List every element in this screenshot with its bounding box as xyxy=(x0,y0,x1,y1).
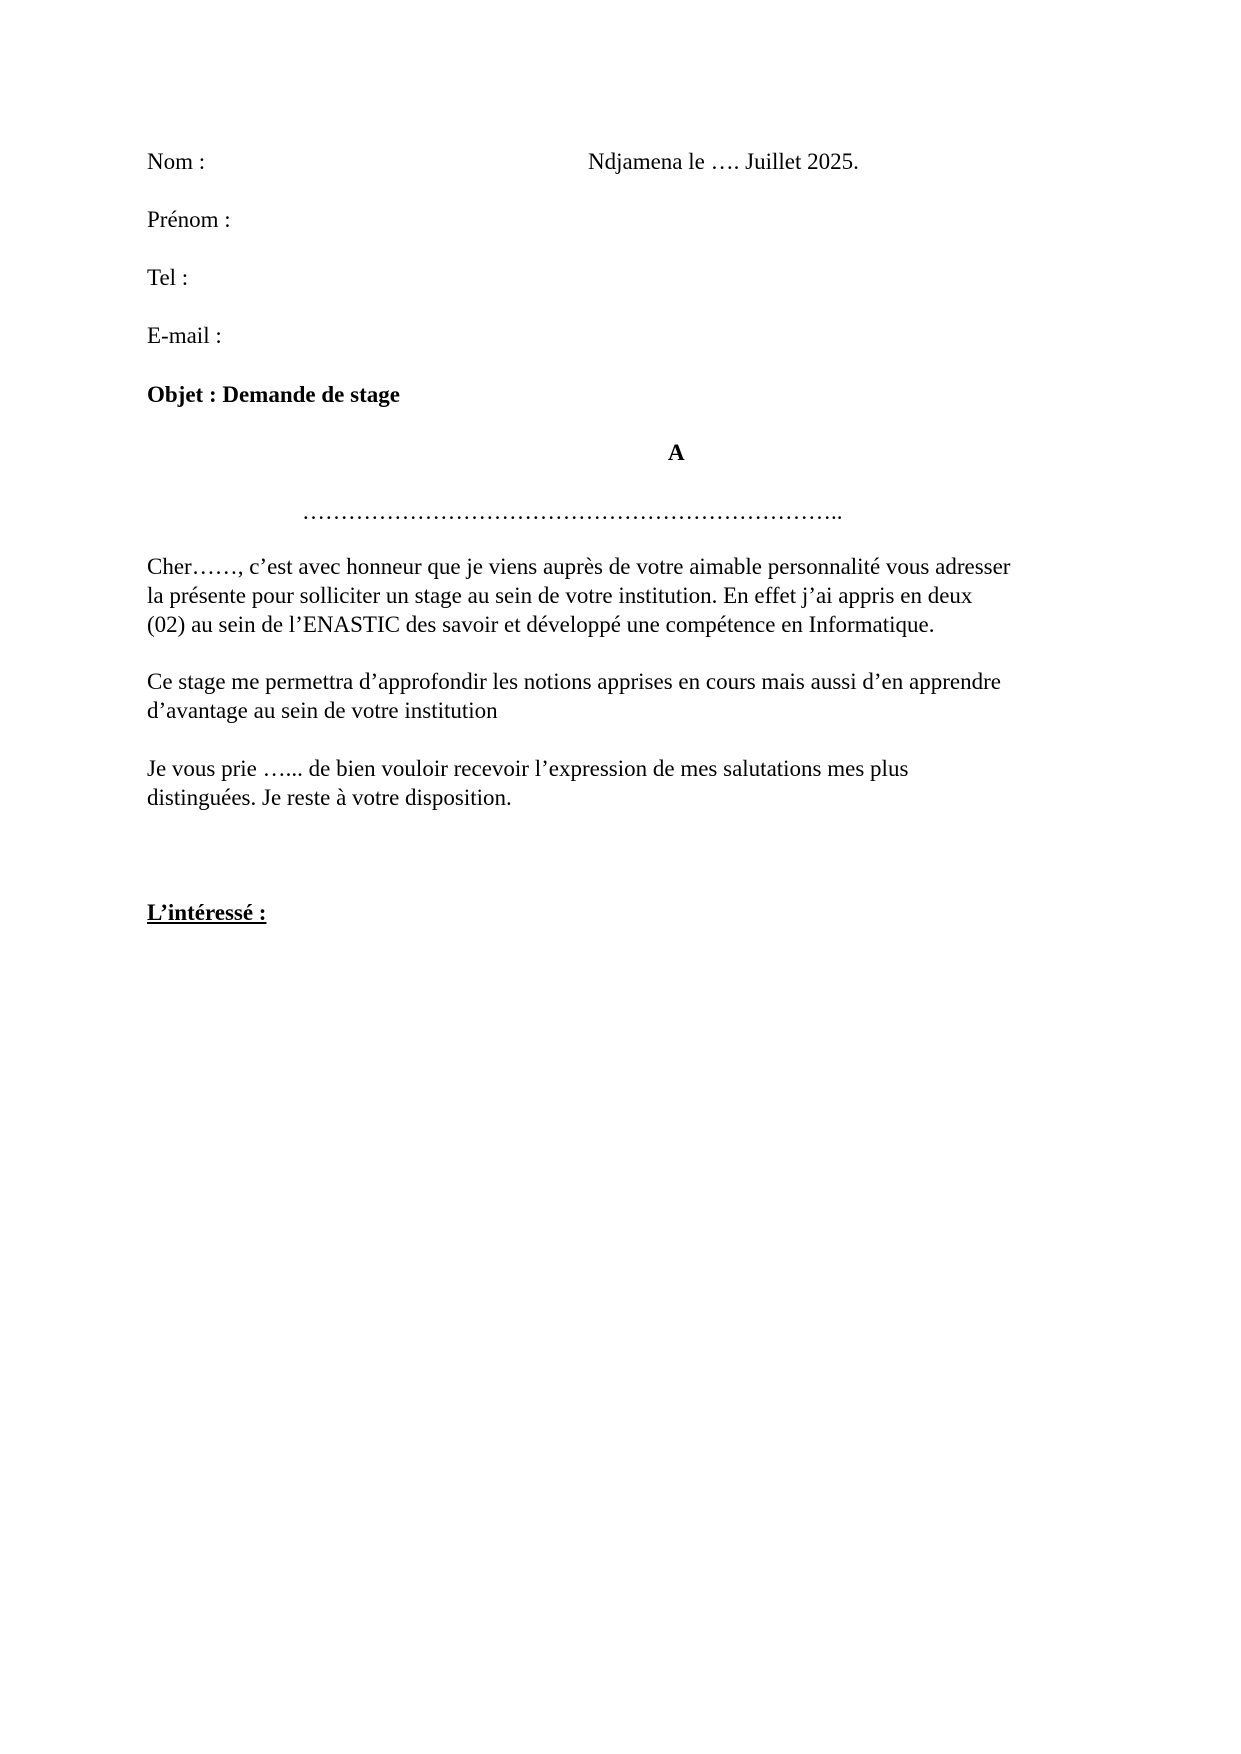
signature-label: L’intéressé : xyxy=(147,900,267,925)
paragraph-closing xyxy=(147,754,1107,812)
paragraph-line: d’avantage au sein de votre institution xyxy=(147,698,498,723)
paragraph-line: Cher……, c’est avec honneur que je viens auprès de votre aimable personnalité vous adresser xyxy=(147,554,1011,579)
recipient-to-label: A xyxy=(668,440,685,465)
paragraph-line: Je vous prie …... de bien vouloir recevoir l’expression de mes salutations mes plus xyxy=(147,756,909,781)
tel-label: Tel : xyxy=(147,265,189,290)
paragraph-introduction xyxy=(147,552,1107,639)
paragraph-line: Ce stage me permettra d’approfondir les notions apprises en cours mais aussi d’en apprendre xyxy=(147,669,1001,694)
prenom-label: Prénom : xyxy=(147,207,231,232)
paragraph-line: distinguées. Je reste à votre disposition. xyxy=(147,785,512,810)
recipient-name-line: …………………………………………………………….. xyxy=(302,499,843,524)
email-label: E-mail : xyxy=(147,323,222,348)
paragraph-purpose xyxy=(147,667,1107,725)
paragraph-line: (02) au sein de l’ENASTIC des savoir et développé une compétence en Informatique. xyxy=(147,612,935,637)
paragraph-line: la présente pour solliciter un stage au sein de votre institution. En effet j’ai appris en deux xyxy=(147,583,973,608)
date-line: Ndjamena le …. Juillet 2025. xyxy=(588,149,859,174)
nom-label: Nom : xyxy=(147,149,206,174)
objet-line: Objet : Demande de stage xyxy=(147,382,400,407)
